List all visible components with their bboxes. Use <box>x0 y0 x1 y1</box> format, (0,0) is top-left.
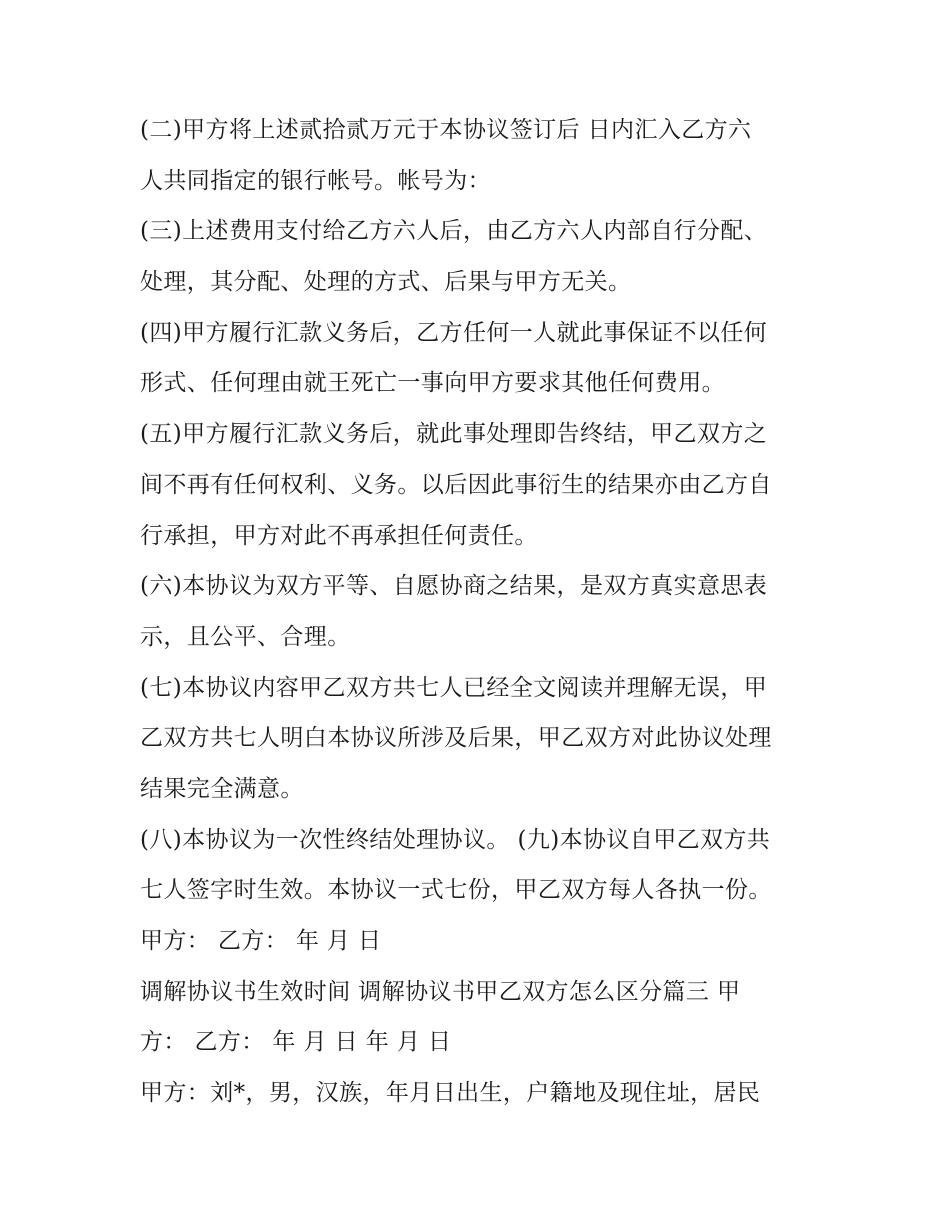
text-line: 处理，其分配、处理的方式、后果与甲方无关。 <box>140 269 632 296</box>
document-body <box>140 105 830 1119</box>
text-line: 乙双方共七人明白本协议所涉及后果，甲乙双方对此协议处理 <box>140 725 772 752</box>
text-line: 行承担，甲方对此不再承担任何责任。 <box>140 522 538 549</box>
text-line: (二)甲方将上述贰拾贰万元于本协议签订后 日内汇入乙方六 <box>140 117 752 143</box>
text-line: (六)本协议为双方平等、自愿协商之结果，是双方真实意思表 <box>140 573 768 600</box>
text-line: 示，且公平、合理。 <box>140 623 351 650</box>
text-line: 调解协议书生效时间 调解协议书甲乙双方怎么区分篇三 甲 <box>140 978 741 1005</box>
text-line: 甲方： 乙方： 年 月 日 <box>140 928 382 954</box>
text-line: 结果完全满意。 <box>140 775 304 802</box>
text-line: 间不再有任何权利、义务。以后因此事衍生的结果亦由乙方自 <box>140 471 772 498</box>
text-line: (三)上述费用支付给乙方六人后，由乙方六人内部自行分配、 <box>140 218 768 245</box>
text-line: 甲方：刘*，男，汉族，年月日出生，户籍地及现住址，居民 <box>140 1080 761 1107</box>
text-line: 方： 乙方： 年 月 日 年 月 日 <box>140 1029 452 1056</box>
text-line: 七人签字时生效。本协议一式七份，甲乙双方每人各执一份。 <box>140 877 772 904</box>
text-line: (四)甲方履行汇款义务后，乙方任何一人就此事保证不以任何 <box>140 319 768 346</box>
text-line: (五)甲方履行汇款义务后，就此事处理即告终结，甲乙双方之 <box>140 421 768 448</box>
text-line: (七)本协议内容甲乙双方共七人已经全文阅读并理解无误，甲 <box>140 674 768 701</box>
text-line: 形式、任何理由就王死亡一事向甲方要求其他任何费用。 <box>140 370 725 397</box>
text-line: 人共同指定的银行帐号。帐号为： <box>140 167 491 194</box>
text-line: (八)本协议为一次性终结处理协议。 (九)本协议自甲乙双方共 <box>140 826 771 853</box>
